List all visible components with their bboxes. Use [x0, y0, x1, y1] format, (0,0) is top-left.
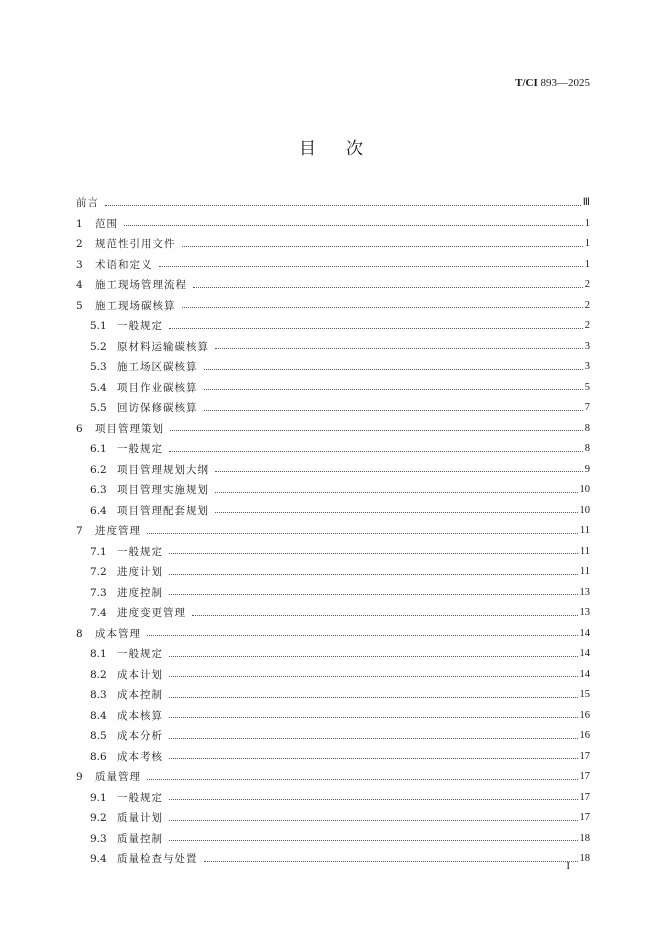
toc-entry-title: 范围	[95, 217, 118, 230]
standard-prefix: T/CI	[515, 77, 538, 89]
toc-entry[interactable]	[76, 296, 590, 317]
toc-entry-number: 7.4	[90, 607, 107, 619]
toc-dot-leader	[169, 738, 578, 739]
toc-dot-leader	[169, 676, 578, 677]
toc-entry-page: 7	[584, 402, 590, 413]
toc-entry-number: 8.5	[90, 730, 107, 742]
toc-entry-page: Ⅲ	[582, 197, 590, 208]
toc-entry[interactable]	[76, 829, 590, 850]
toc-entry-number: 7.3	[90, 586, 107, 599]
toc-entry-title: 一般规定	[117, 320, 163, 332]
page-number: I	[566, 860, 570, 872]
toc-entry[interactable]	[76, 398, 590, 419]
toc-entry-page: 2	[584, 299, 590, 311]
toc-entry-page: 9	[584, 463, 590, 475]
toc-entry-page: 11	[579, 566, 590, 577]
toc-entry-number: 8.1	[90, 648, 107, 660]
toc-entry-page: 17	[579, 771, 590, 782]
toc-dot-leader	[169, 758, 578, 759]
toc-entry-page: 17	[579, 812, 590, 823]
toc-entry-number: 6.4	[90, 504, 107, 517]
toc-dot-leader	[169, 799, 578, 800]
toc-entry-number: 6.1	[90, 443, 107, 455]
toc-entry-title: 进度管理	[95, 525, 141, 537]
toc-entry[interactable]	[76, 788, 590, 809]
toc-entry[interactable]	[76, 357, 590, 378]
toc-entry-page: 13	[579, 586, 590, 598]
toc-entry-page: 16	[579, 709, 590, 721]
toc-entry-page: 17	[579, 750, 590, 762]
toc-entry-number: 9	[76, 771, 83, 783]
toc-dot-leader	[159, 266, 583, 267]
toc-entry-page: 16	[579, 730, 590, 741]
toc-entry-title: 一般规定	[117, 791, 163, 804]
toc-entry-page: 1	[584, 238, 590, 249]
toc-entry[interactable]	[76, 603, 590, 624]
toc-entry[interactable]	[76, 583, 590, 604]
toc-entry-title: 回访保修碳核算	[117, 402, 198, 414]
toc-dot-leader	[169, 451, 583, 452]
toc-entry-number: 7.1	[90, 545, 107, 558]
toc-dot-leader	[169, 574, 578, 575]
toc-dot-leader	[105, 205, 581, 206]
toc-entry[interactable]	[76, 337, 590, 358]
standard-code	[515, 77, 590, 89]
toc-entry[interactable]	[76, 726, 590, 747]
toc-dot-leader	[147, 533, 578, 534]
toc-entry[interactable]	[76, 562, 590, 583]
toc-dot-leader	[170, 430, 583, 431]
toc-entry-page: 17	[579, 791, 590, 803]
page-title: 目次	[299, 139, 393, 159]
toc-dot-leader	[193, 287, 583, 288]
toc-dot-leader	[147, 635, 578, 636]
toc-entry[interactable]	[76, 808, 590, 829]
toc-dot-leader	[215, 492, 578, 493]
toc-entry-page: 13	[579, 607, 590, 618]
toc-entry-page: 2	[584, 279, 590, 290]
toc-dot-leader	[169, 820, 578, 821]
toc-dot-leader	[169, 594, 578, 595]
toc-dot-leader	[147, 779, 578, 780]
toc-entry-number: 8	[76, 627, 83, 640]
toc-dot-leader	[169, 840, 578, 841]
toc-dot-leader	[215, 348, 583, 349]
toc-entry[interactable]	[76, 747, 590, 768]
toc-entry-title: 进度计划	[117, 566, 163, 578]
toc-dot-leader	[182, 246, 583, 247]
toc-entry-number: 5.3	[90, 361, 107, 373]
toc-entry-title: 成本考核	[117, 750, 163, 763]
toc-entry[interactable]	[76, 378, 590, 399]
toc-entry[interactable]	[76, 706, 590, 727]
toc-dot-leader	[169, 656, 578, 657]
toc-dot-leader	[204, 861, 578, 862]
toc-entry-title: 项目作业碳核算	[117, 381, 198, 394]
toc-entry-page: 18	[579, 832, 590, 844]
toc-entry-number: 7.2	[90, 566, 107, 578]
toc-entry[interactable]	[76, 521, 590, 542]
toc-entry-page: 1	[584, 258, 590, 270]
toc-dot-leader	[169, 328, 583, 329]
toc-entry-number: 3	[76, 258, 83, 271]
toc-entry-number: 9.2	[90, 812, 107, 824]
toc-entry-page: 15	[579, 689, 590, 700]
toc-entry-page: 3	[584, 340, 590, 352]
toc-entry-number: 9.3	[90, 832, 107, 845]
toc-entry-page: 1	[584, 217, 590, 229]
toc-entry-page: 5	[584, 381, 590, 393]
toc-entry-page: 8	[584, 422, 590, 434]
toc-dot-leader	[204, 369, 583, 370]
toc-entry-number: 6	[76, 422, 83, 435]
toc-entry-title: 施工现场碳核算	[95, 299, 176, 312]
toc-entry[interactable]	[76, 460, 590, 481]
toc-entry[interactable]	[76, 624, 590, 645]
toc-entry-title: 一般规定	[117, 443, 163, 455]
toc-entry-title: 施工场区碳核算	[117, 361, 198, 373]
toc-entry-number: 4	[76, 279, 83, 291]
toc-entry-page: 11	[579, 545, 590, 557]
toc-dot-leader	[215, 512, 578, 513]
toc-dot-leader	[204, 389, 583, 390]
toc-entry-title: 成本控制	[117, 689, 163, 701]
toc-entry-title: 项目管理配套规划	[117, 504, 209, 517]
toc-dot-leader	[192, 615, 578, 616]
toc-entry[interactable]	[76, 767, 590, 788]
toc-entry[interactable]	[76, 439, 590, 460]
toc-entry-title: 前言	[76, 197, 99, 209]
toc-entry-number: 5.5	[90, 402, 107, 414]
toc-dot-leader	[124, 225, 583, 226]
toc-entry[interactable]	[76, 234, 590, 255]
toc-entry-number: 8.2	[90, 668, 107, 681]
standard-number: 893—2025	[540, 77, 590, 89]
toc-entry-number: 9.1	[90, 791, 107, 804]
toc-entry-page: 14	[579, 627, 590, 639]
toc-entry-title: 质量计划	[117, 812, 163, 824]
toc-entry-title: 质量管理	[95, 771, 141, 783]
toc-dot-leader	[204, 410, 583, 411]
toc-entry-title: 进度变更管理	[117, 607, 186, 619]
toc-entry-number: 6.2	[90, 463, 107, 476]
toc-entry-page: 14	[579, 648, 590, 659]
toc-entry[interactable]	[76, 644, 590, 665]
toc-entry-page: 14	[579, 668, 590, 680]
toc-entry-number: 2	[76, 238, 83, 250]
toc-entry-number: 8.4	[90, 709, 107, 722]
toc-entry-title: 项目管理规划大纲	[117, 463, 209, 476]
toc-entry[interactable]	[76, 255, 590, 276]
toc-entry-title: 质量检查与处置	[117, 853, 198, 865]
toc-entry-title: 规范性引用文件	[95, 238, 176, 250]
toc-entry-title: 一般规定	[117, 545, 163, 558]
toc-dot-leader	[215, 471, 583, 472]
toc-entry-page: 10	[579, 504, 590, 516]
table-of-contents	[76, 193, 590, 870]
toc-entry-number: 5	[76, 299, 83, 312]
toc-entry-number: 8.3	[90, 689, 107, 701]
toc-dot-leader	[169, 553, 578, 554]
toc-entry-page: 2	[584, 320, 590, 331]
toc-entry-title: 原材料运输碳核算	[117, 340, 209, 353]
toc-dot-leader	[182, 307, 583, 308]
toc-entry-title: 术语和定义	[95, 258, 153, 271]
toc-entry-number: 7	[76, 525, 83, 537]
toc-entry-title: 成本计划	[117, 668, 163, 681]
toc-entry[interactable]	[76, 419, 590, 440]
toc-dot-leader	[169, 697, 578, 698]
toc-entry-title: 项目管理策划	[95, 422, 164, 435]
toc-entry[interactable]	[76, 275, 590, 296]
toc-entry-number: 5.1	[90, 320, 107, 332]
toc-entry-number: 8.6	[90, 750, 107, 763]
toc-entry[interactable]	[76, 214, 590, 235]
toc-entry-page: 10	[579, 484, 590, 495]
toc-entry-number: 1	[76, 217, 83, 230]
toc-entry[interactable]	[76, 501, 590, 522]
toc-entry-page: 18	[579, 853, 590, 864]
toc-entry-title: 成本管理	[95, 627, 141, 640]
toc-entry-number: 9.4	[90, 853, 107, 865]
toc-entry[interactable]	[76, 542, 590, 563]
toc-entry[interactable]	[76, 480, 590, 501]
toc-entry-title: 施工现场管理流程	[95, 279, 187, 291]
toc-entry-page: 11	[579, 525, 590, 536]
toc-entry[interactable]	[76, 193, 590, 214]
toc-entry-title: 一般规定	[117, 648, 163, 660]
toc-entry-title: 进度控制	[117, 586, 163, 599]
toc-entry-title: 成本分析	[117, 730, 163, 742]
toc-entry-number: 5.2	[90, 340, 107, 353]
toc-entry-number: 5.4	[90, 381, 107, 394]
toc-dot-leader	[169, 717, 578, 718]
toc-entry[interactable]	[76, 849, 590, 870]
toc-entry[interactable]	[76, 665, 590, 686]
toc-entry[interactable]	[76, 685, 590, 706]
toc-entry-number: 6.3	[90, 484, 107, 496]
toc-entry-title: 成本核算	[117, 709, 163, 722]
toc-entry[interactable]	[76, 316, 590, 337]
toc-entry-title: 质量控制	[117, 832, 163, 845]
toc-entry-page: 8	[584, 443, 590, 454]
toc-entry-title: 项目管理实施规划	[117, 484, 209, 496]
toc-entry-page: 3	[584, 361, 590, 372]
